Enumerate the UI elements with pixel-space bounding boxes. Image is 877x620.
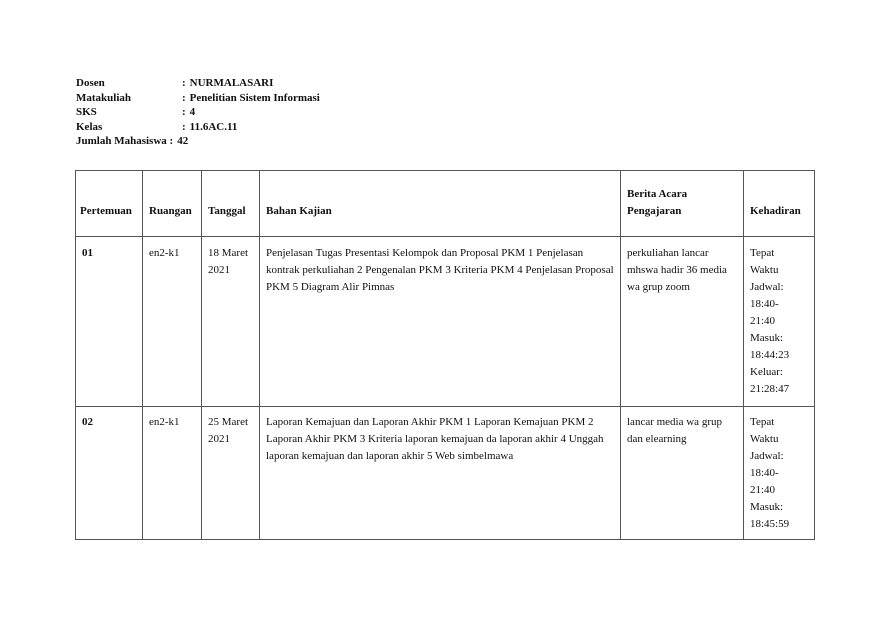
- cell-ruangan: en2-k1: [143, 237, 202, 407]
- info-row-matakuliah: [76, 91, 320, 106]
- kehadiran-line: Keluar:: [750, 366, 783, 378]
- kelas-separator: :: [182, 120, 186, 133]
- info-row-sks: [76, 105, 320, 120]
- jumlah-separator: [167, 134, 173, 149]
- kehadiran-line: Waktu: [750, 264, 779, 276]
- sks-value: 4: [189, 106, 196, 119]
- cell-tanggal: 18 Maret 2021: [202, 237, 260, 407]
- info-row-jumlah: [76, 134, 320, 149]
- cell-pertemuan: 02: [76, 407, 143, 540]
- header-tanggal: Tanggal: [202, 171, 260, 237]
- kehadiran-line: Waktu: [750, 433, 779, 445]
- header-bahan-kajian: Bahan Kajian: [260, 171, 621, 237]
- header-berita-line1: Berita Acara: [627, 188, 688, 200]
- cell-bahan-kajian: Penjelasan Tugas Presentasi Kelompok dan Proposal PKM 1 Penjelasan kontrak perkuliahan 2 Pengenalan PKM 3 Kriteria PKM 4 Penjelasan Proposal PKM 5 Diagram Alir Pimnas: [260, 237, 621, 407]
- kehadiran-line: Masuk:: [750, 332, 783, 344]
- table-row: [76, 407, 815, 540]
- cell-kehadiran: [744, 407, 815, 540]
- kehadiran-line: 18:45:59: [750, 518, 790, 530]
- jumlah-label: Jumlah Mahasiswa: [76, 135, 167, 148]
- header-pertemuan: Pertemuan: [76, 171, 143, 237]
- sks-label: SKS: [76, 106, 97, 119]
- matakuliah-value: Penelitian Sistem Informasi: [189, 91, 320, 104]
- header-ruangan: Ruangan: [143, 171, 202, 237]
- cell-ruangan: en2-k1: [143, 407, 202, 540]
- kelas-label: Kelas: [76, 120, 103, 133]
- matakuliah-label: Matakuliah: [76, 91, 132, 104]
- kehadiran-line: Tepat: [750, 247, 775, 259]
- cell-bahan-kajian: Laporan Kemajuan dan Laporan Akhir PKM 1 Laporan Kemajuan PKM 2 Laporan Akhir PKM 3 Kriteria laporan kemajuan da laporan akhir 4 Unggah laporan kemajuan dan laporan akhir 5 Web simbelmawa: [260, 407, 621, 540]
- kehadiran-line: Tepat: [750, 416, 775, 428]
- dosen-label: Dosen: [76, 77, 105, 89]
- kehadiran-line: 18:44:23: [750, 349, 790, 361]
- cell-kehadiran: [744, 237, 815, 407]
- kehadiran-line: 18:40-: [750, 467, 779, 479]
- kehadiran-line: 18:40-: [750, 298, 779, 310]
- kehadiran-line: Jadwal:: [750, 281, 784, 293]
- kehadiran-line: Jadwal:: [750, 450, 784, 462]
- cell-berita-acara: lancar media wa grup dan elearning: [621, 407, 744, 540]
- header-kehadiran: Kehadiran: [744, 171, 815, 237]
- course-info-block: [76, 76, 320, 149]
- dosen-value: NURMALASARI: [189, 77, 274, 89]
- header-berita-line2: Pengajaran: [627, 205, 682, 217]
- header-berita-acara: [621, 171, 744, 237]
- table-row: [76, 237, 815, 407]
- attendance-table: [75, 170, 815, 540]
- cell-tanggal: 25 Maret 2021: [202, 407, 260, 540]
- jumlah-separator-char: :: [169, 135, 174, 148]
- matakuliah-separator: :: [182, 91, 186, 104]
- kelas-value: 11.6AC.11: [189, 120, 238, 133]
- dosen-separator: :: [182, 77, 186, 89]
- info-row-kelas: [76, 120, 320, 135]
- jumlah-value: 42: [177, 135, 189, 148]
- kehadiran-line: 21:40: [750, 315, 776, 327]
- kehadiran-line: 21:40: [750, 484, 776, 496]
- cell-pertemuan: 01: [76, 237, 143, 407]
- kehadiran-line: 21:28:47: [750, 383, 790, 395]
- cell-berita-acara: perkuliahan lancar mhswa hadir 36 media wa grup zoom: [621, 237, 744, 407]
- kehadiran-line: Masuk:: [750, 501, 783, 513]
- info-row-dosen: [76, 76, 320, 91]
- table-header-row: [76, 171, 815, 237]
- sks-separator: :: [182, 106, 186, 119]
